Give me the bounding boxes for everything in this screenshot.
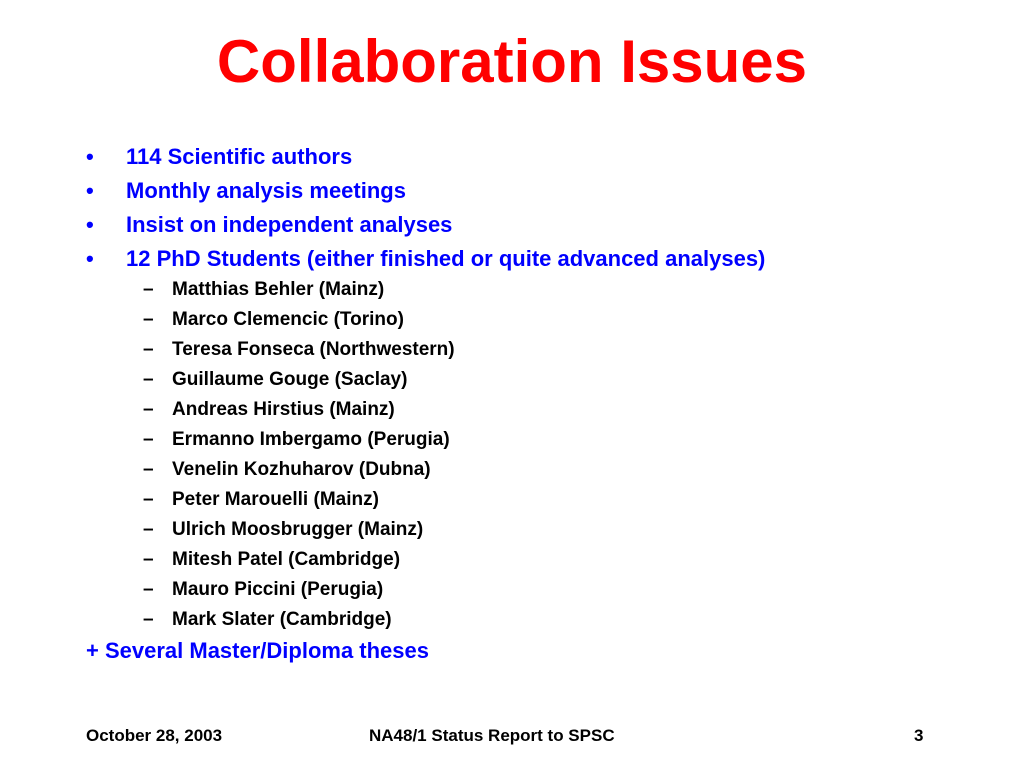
dash-symbol: – xyxy=(143,369,154,390)
dash-symbol: – xyxy=(143,429,154,450)
bullet-symbol: • xyxy=(86,246,94,271)
dash-symbol: – xyxy=(143,459,154,480)
bullet-text: 114 Scientific authors xyxy=(126,144,353,169)
dash-symbol: – xyxy=(143,579,154,600)
student-item xyxy=(143,425,455,455)
bullet-symbol: • xyxy=(86,144,94,169)
student-name: Marco Clemencic (Torino) xyxy=(172,309,404,330)
student-name: Guillaume Gouge (Saclay) xyxy=(172,369,408,390)
student-name: Mitesh Patel (Cambridge) xyxy=(172,549,401,570)
student-item xyxy=(143,575,455,605)
dash-symbol: – xyxy=(143,549,154,570)
slide-title: Collaboration Issues xyxy=(216,28,808,95)
student-name: Teresa Fonseca (Northwestern) xyxy=(172,339,455,360)
student-item xyxy=(143,605,455,635)
bullet-symbol: • xyxy=(86,178,94,203)
bullet-item xyxy=(86,208,765,242)
bullet-item xyxy=(86,242,765,276)
student-name: Ermanno Imbergamo (Perugia) xyxy=(172,429,450,450)
student-name: Mark Slater (Cambridge) xyxy=(172,609,392,630)
student-item xyxy=(143,395,455,425)
dash-symbol: – xyxy=(143,519,154,540)
student-item xyxy=(143,485,455,515)
dash-symbol: – xyxy=(143,279,154,300)
student-name: Mauro Piccini (Perugia) xyxy=(172,579,384,600)
dash-symbol: – xyxy=(143,609,154,630)
dash-symbol: – xyxy=(143,309,154,330)
bullet-text: Monthly analysis meetings xyxy=(126,178,406,203)
dash-symbol: – xyxy=(143,489,154,510)
footer-report-title: NA48/1 Status Report to SPSC xyxy=(369,726,615,745)
bullet-item xyxy=(86,174,765,208)
student-name: Venelin Kozhuharov (Dubna) xyxy=(172,459,431,480)
student-name: Matthias Behler (Mainz) xyxy=(172,279,385,300)
student-item xyxy=(143,275,455,305)
dash-symbol: – xyxy=(143,399,154,420)
student-name: Andreas Hirstius (Mainz) xyxy=(172,399,395,420)
dash-symbol: – xyxy=(143,339,154,360)
bullet-text: Insist on independent analyses xyxy=(126,212,453,237)
student-list xyxy=(143,275,455,635)
student-item xyxy=(143,515,455,545)
student-item xyxy=(143,365,455,395)
student-item xyxy=(143,335,455,365)
bullet-item xyxy=(86,140,765,174)
bullet-symbol: • xyxy=(86,212,94,237)
bullet-text: 12 PhD Students (either finished or quite advanced analyses) xyxy=(126,246,766,271)
footer-date: October 28, 2003 xyxy=(86,726,223,745)
student-item xyxy=(143,545,455,575)
footer-page-number: 3 xyxy=(914,726,924,745)
student-name: Ulrich Moosbrugger (Mainz) xyxy=(172,519,424,540)
student-item xyxy=(143,455,455,485)
student-item xyxy=(143,305,455,335)
student-name: Peter Marouelli (Mainz) xyxy=(172,489,379,510)
main-bullet-list xyxy=(86,140,765,276)
master-theses-note: + Several Master/Diploma theses xyxy=(86,638,429,663)
